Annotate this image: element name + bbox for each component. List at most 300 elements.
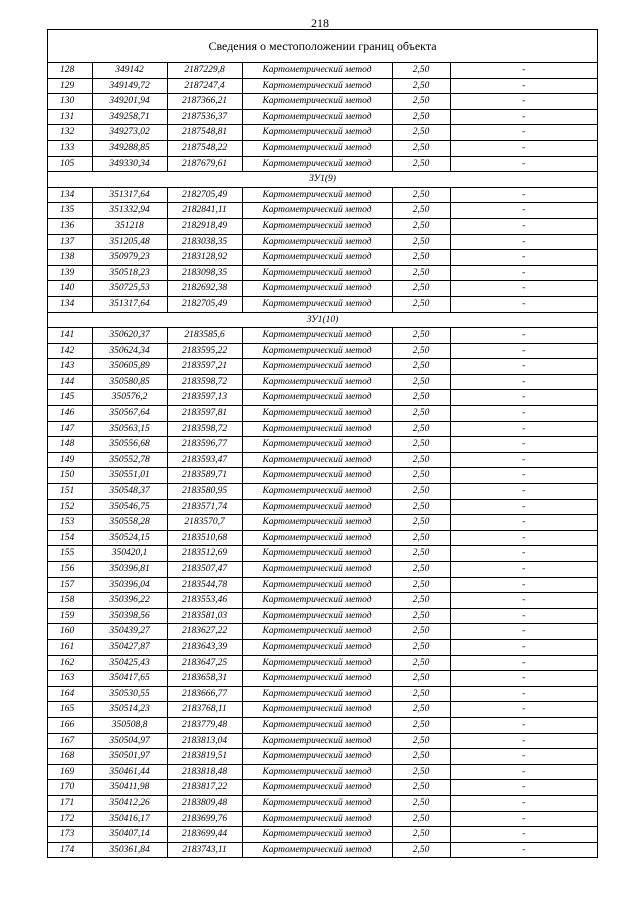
point-number-cell: 142 [48, 343, 92, 359]
table-row [48, 608, 597, 624]
note-cell: - [450, 702, 597, 718]
y-coordinate-cell: 2183598,72 [167, 421, 242, 437]
x-coordinate-cell: 350461,44 [92, 764, 167, 780]
section-row [48, 312, 597, 328]
y-coordinate-cell: 2183809,48 [167, 795, 242, 811]
point-number-cell: 135 [48, 203, 92, 219]
note-cell: - [450, 250, 597, 266]
x-coordinate-cell: 350416,17 [92, 811, 167, 827]
note-cell: - [450, 140, 597, 156]
table-row [48, 281, 597, 297]
accuracy-cell: 2,50 [392, 499, 450, 515]
y-coordinate-cell: 2182692,38 [167, 281, 242, 297]
table-row [48, 296, 597, 312]
table-row [48, 94, 597, 110]
point-number-cell: 161 [48, 639, 92, 655]
method-cell: Картометрический метод [242, 359, 392, 375]
x-coordinate-cell: 350396,04 [92, 577, 167, 593]
y-coordinate-cell: 2183595,22 [167, 343, 242, 359]
table-row [48, 421, 597, 437]
method-cell: Картометрический метод [242, 125, 392, 141]
method-cell: Картометрический метод [242, 515, 392, 531]
x-coordinate-cell: 350501,97 [92, 749, 167, 765]
accuracy-cell: 2,50 [392, 63, 450, 78]
method-cell: Картометрический метод [242, 218, 392, 234]
note-cell: - [450, 374, 597, 390]
x-coordinate-cell: 350546,75 [92, 499, 167, 515]
x-coordinate-cell: 350725,53 [92, 281, 167, 297]
method-cell: Картометрический метод [242, 499, 392, 515]
accuracy-cell: 2,50 [392, 795, 450, 811]
x-coordinate-cell: 350396,22 [92, 593, 167, 609]
accuracy-cell: 2,50 [392, 827, 450, 843]
note-cell: - [450, 359, 597, 375]
x-coordinate-cell: 350580,85 [92, 374, 167, 390]
y-coordinate-cell: 2187229,8 [167, 63, 242, 78]
table-row [48, 78, 597, 94]
method-cell: Картометрический метод [242, 593, 392, 609]
method-cell: Картометрический метод [242, 484, 392, 500]
point-number-cell: 163 [48, 671, 92, 687]
note-cell: - [450, 203, 597, 219]
y-coordinate-cell: 2183819,51 [167, 749, 242, 765]
table-row [48, 811, 597, 827]
table-row [48, 468, 597, 484]
y-coordinate-cell: 2183581,03 [167, 608, 242, 624]
point-number-cell: 157 [48, 577, 92, 593]
x-coordinate-cell: 350361,84 [92, 842, 167, 857]
method-cell: Картометрический метод [242, 234, 392, 250]
table-row [48, 125, 597, 141]
accuracy-cell: 2,50 [392, 562, 450, 578]
x-coordinate-cell: 350417,65 [92, 671, 167, 687]
y-coordinate-cell: 2182705,49 [167, 296, 242, 312]
y-coordinate-cell: 2183580,95 [167, 484, 242, 500]
table-row [48, 515, 597, 531]
point-number-cell: 160 [48, 624, 92, 640]
point-number-cell: 172 [48, 811, 92, 827]
table-row [48, 437, 597, 453]
method-cell: Картометрический метод [242, 608, 392, 624]
accuracy-cell: 2,50 [392, 733, 450, 749]
accuracy-cell: 2,50 [392, 265, 450, 281]
table-row [48, 842, 597, 857]
accuracy-cell: 2,50 [392, 156, 450, 172]
x-coordinate-cell: 349149,72 [92, 78, 167, 94]
y-coordinate-cell: 2183507,47 [167, 562, 242, 578]
x-coordinate-cell: 350620,37 [92, 328, 167, 344]
accuracy-cell: 2,50 [392, 811, 450, 827]
accuracy-cell: 2,50 [392, 187, 450, 203]
note-cell: - [450, 406, 597, 422]
method-cell: Картометрический метод [242, 842, 392, 857]
note-cell: - [450, 639, 597, 655]
table-row [48, 671, 597, 687]
accuracy-cell: 2,50 [392, 234, 450, 250]
table-row [48, 546, 597, 562]
note-cell: - [450, 63, 597, 78]
method-cell: Картометрический метод [242, 281, 392, 297]
y-coordinate-cell: 2183589,71 [167, 468, 242, 484]
table-row [48, 702, 597, 718]
method-cell: Картометрический метод [242, 639, 392, 655]
accuracy-cell: 2,50 [392, 515, 450, 531]
section-label: ЗУ1(9) [48, 172, 597, 188]
method-cell: Картометрический метод [242, 562, 392, 578]
method-cell: Картометрический метод [242, 671, 392, 687]
y-coordinate-cell: 2183597,81 [167, 406, 242, 422]
y-coordinate-cell: 2183643,39 [167, 639, 242, 655]
accuracy-cell: 2,50 [392, 390, 450, 406]
point-number-cell: 156 [48, 562, 92, 578]
method-cell: Картометрический метод [242, 655, 392, 671]
y-coordinate-cell: 2187247,4 [167, 78, 242, 94]
accuracy-cell: 2,50 [392, 717, 450, 733]
note-cell: - [450, 764, 597, 780]
note-cell: - [450, 577, 597, 593]
method-cell: Картометрический метод [242, 406, 392, 422]
y-coordinate-cell: 2183597,21 [167, 359, 242, 375]
method-cell: Картометрический метод [242, 156, 392, 172]
y-coordinate-cell: 2183571,74 [167, 499, 242, 515]
method-cell: Картометрический метод [242, 577, 392, 593]
y-coordinate-cell: 2183553,46 [167, 593, 242, 609]
accuracy-cell: 2,50 [392, 218, 450, 234]
point-number-cell: 150 [48, 468, 92, 484]
y-coordinate-cell: 2183038,35 [167, 234, 242, 250]
note-cell: - [450, 452, 597, 468]
note-cell: - [450, 655, 597, 671]
method-cell: Картометрический метод [242, 109, 392, 125]
y-coordinate-cell: 2187366,21 [167, 94, 242, 110]
point-number-cell: 145 [48, 390, 92, 406]
x-coordinate-cell: 350514,23 [92, 702, 167, 718]
x-coordinate-cell: 349258,71 [92, 109, 167, 125]
method-cell: Картометрический метод [242, 749, 392, 765]
y-coordinate-cell: 2183585,6 [167, 328, 242, 344]
y-coordinate-cell: 2183627,22 [167, 624, 242, 640]
x-coordinate-cell: 351317,64 [92, 187, 167, 203]
point-number-cell: 174 [48, 842, 92, 857]
note-cell: - [450, 546, 597, 562]
y-coordinate-cell: 2183598,72 [167, 374, 242, 390]
y-coordinate-cell: 2183596,77 [167, 437, 242, 453]
table-row [48, 234, 597, 250]
table-row [48, 250, 597, 266]
point-number-cell: 162 [48, 655, 92, 671]
table-row [48, 109, 597, 125]
x-coordinate-cell: 349142 [92, 63, 167, 78]
table-row [48, 562, 597, 578]
accuracy-cell: 2,50 [392, 624, 450, 640]
accuracy-cell: 2,50 [392, 374, 450, 390]
x-coordinate-cell: 350518,23 [92, 265, 167, 281]
boundary-table-sheet [47, 29, 598, 858]
table-row [48, 593, 597, 609]
accuracy-cell: 2,50 [392, 842, 450, 857]
note-cell: - [450, 296, 597, 312]
x-coordinate-cell: 349330,34 [92, 156, 167, 172]
y-coordinate-cell: 2182841,11 [167, 203, 242, 219]
accuracy-cell: 2,50 [392, 764, 450, 780]
note-cell: - [450, 624, 597, 640]
table-title: Сведения о местоположении границ объекта [48, 30, 597, 63]
point-number-cell: 171 [48, 795, 92, 811]
y-coordinate-cell: 2183666,77 [167, 686, 242, 702]
method-cell: Картометрический метод [242, 203, 392, 219]
coordinates-table-body [48, 63, 597, 857]
note-cell: - [450, 671, 597, 687]
point-number-cell: 167 [48, 733, 92, 749]
note-cell: - [450, 281, 597, 297]
note-cell: - [450, 468, 597, 484]
x-coordinate-cell: 349273,02 [92, 125, 167, 141]
y-coordinate-cell: 2183699,44 [167, 827, 242, 843]
point-number-cell: 169 [48, 764, 92, 780]
point-number-cell: 133 [48, 140, 92, 156]
x-coordinate-cell: 350407,14 [92, 827, 167, 843]
table-row [48, 499, 597, 515]
accuracy-cell: 2,50 [392, 94, 450, 110]
accuracy-cell: 2,50 [392, 655, 450, 671]
x-coordinate-cell: 350556,68 [92, 437, 167, 453]
x-coordinate-cell: 351205,48 [92, 234, 167, 250]
accuracy-cell: 2,50 [392, 546, 450, 562]
point-number-cell: 143 [48, 359, 92, 375]
table-row [48, 484, 597, 500]
accuracy-cell: 2,50 [392, 406, 450, 422]
x-coordinate-cell: 350552,78 [92, 452, 167, 468]
point-number-cell: 139 [48, 265, 92, 281]
point-number-cell: 165 [48, 702, 92, 718]
point-number-cell: 154 [48, 530, 92, 546]
y-coordinate-cell: 2183597,13 [167, 390, 242, 406]
section-label: ЗУ1(10) [48, 312, 597, 328]
table-row [48, 187, 597, 203]
method-cell: Картометрический метод [242, 811, 392, 827]
point-number-cell: 164 [48, 686, 92, 702]
note-cell: - [450, 608, 597, 624]
note-cell: - [450, 530, 597, 546]
method-cell: Картометрический метод [242, 624, 392, 640]
point-number-cell: 168 [48, 749, 92, 765]
point-number-cell: 141 [48, 328, 92, 344]
accuracy-cell: 2,50 [392, 296, 450, 312]
accuracy-cell: 2,50 [392, 577, 450, 593]
point-number-cell: 132 [48, 125, 92, 141]
y-coordinate-cell: 2183647,25 [167, 655, 242, 671]
page-number: 218 [311, 16, 329, 30]
note-cell: - [450, 94, 597, 110]
note-cell: - [450, 343, 597, 359]
accuracy-cell: 2,50 [392, 702, 450, 718]
note-cell: - [450, 562, 597, 578]
y-coordinate-cell: 2183510,68 [167, 530, 242, 546]
accuracy-cell: 2,50 [392, 484, 450, 500]
point-number-cell: 148 [48, 437, 92, 453]
x-coordinate-cell: 351218 [92, 218, 167, 234]
y-coordinate-cell: 2183743,11 [167, 842, 242, 857]
method-cell: Картометрический метод [242, 733, 392, 749]
method-cell: Картометрический метод [242, 94, 392, 110]
y-coordinate-cell: 2183570,7 [167, 515, 242, 531]
x-coordinate-cell: 350504,97 [92, 733, 167, 749]
point-number-cell: 131 [48, 109, 92, 125]
note-cell: - [450, 78, 597, 94]
accuracy-cell: 2,50 [392, 468, 450, 484]
note-cell: - [450, 328, 597, 344]
method-cell: Картометрический метод [242, 187, 392, 203]
accuracy-cell: 2,50 [392, 421, 450, 437]
table-row [48, 218, 597, 234]
table-row [48, 764, 597, 780]
table-row [48, 328, 597, 344]
table-row [48, 156, 597, 172]
table-row [48, 577, 597, 593]
y-coordinate-cell: 2187548,81 [167, 125, 242, 141]
point-number-cell: 166 [48, 717, 92, 733]
point-number-cell: 151 [48, 484, 92, 500]
note-cell: - [450, 265, 597, 281]
table-row [48, 390, 597, 406]
table-row [48, 795, 597, 811]
y-coordinate-cell: 2183128,92 [167, 250, 242, 266]
table-row [48, 203, 597, 219]
point-number-cell: 158 [48, 593, 92, 609]
x-coordinate-cell: 350420,1 [92, 546, 167, 562]
x-coordinate-cell: 351317,64 [92, 296, 167, 312]
section-row [48, 172, 597, 188]
point-number-cell: 170 [48, 780, 92, 796]
y-coordinate-cell: 2183818,48 [167, 764, 242, 780]
accuracy-cell: 2,50 [392, 78, 450, 94]
table-row [48, 343, 597, 359]
method-cell: Картометрический метод [242, 780, 392, 796]
note-cell: - [450, 390, 597, 406]
table-row [48, 530, 597, 546]
x-coordinate-cell: 350425,43 [92, 655, 167, 671]
y-coordinate-cell: 2183593,47 [167, 452, 242, 468]
accuracy-cell: 2,50 [392, 593, 450, 609]
method-cell: Картометрический метод [242, 421, 392, 437]
table-row [48, 733, 597, 749]
table-row [48, 827, 597, 843]
table-row [48, 639, 597, 655]
point-number-cell: 137 [48, 234, 92, 250]
x-coordinate-cell: 351332,94 [92, 203, 167, 219]
point-number-cell: 144 [48, 374, 92, 390]
table-row [48, 452, 597, 468]
accuracy-cell: 2,50 [392, 203, 450, 219]
x-coordinate-cell: 350396,81 [92, 562, 167, 578]
method-cell: Картометрический метод [242, 764, 392, 780]
y-coordinate-cell: 2183817,22 [167, 780, 242, 796]
method-cell: Картометрический метод [242, 546, 392, 562]
accuracy-cell: 2,50 [392, 359, 450, 375]
method-cell: Картометрический метод [242, 530, 392, 546]
point-number-cell: 138 [48, 250, 92, 266]
note-cell: - [450, 437, 597, 453]
x-coordinate-cell: 350551,01 [92, 468, 167, 484]
accuracy-cell: 2,50 [392, 530, 450, 546]
table-row [48, 374, 597, 390]
table-row [48, 406, 597, 422]
x-coordinate-cell: 350411,98 [92, 780, 167, 796]
y-coordinate-cell: 2187679,61 [167, 156, 242, 172]
accuracy-cell: 2,50 [392, 281, 450, 297]
y-coordinate-cell: 2183098,35 [167, 265, 242, 281]
x-coordinate-cell: 349288,85 [92, 140, 167, 156]
x-coordinate-cell: 350530,55 [92, 686, 167, 702]
accuracy-cell: 2,50 [392, 452, 450, 468]
note-cell: - [450, 109, 597, 125]
accuracy-cell: 2,50 [392, 250, 450, 266]
accuracy-cell: 2,50 [392, 328, 450, 344]
note-cell: - [450, 827, 597, 843]
y-coordinate-cell: 2183544,78 [167, 577, 242, 593]
x-coordinate-cell: 350439,27 [92, 624, 167, 640]
x-coordinate-cell: 350979,23 [92, 250, 167, 266]
method-cell: Картометрический метод [242, 328, 392, 344]
note-cell: - [450, 811, 597, 827]
point-number-cell: 128 [48, 63, 92, 78]
accuracy-cell: 2,50 [392, 686, 450, 702]
accuracy-cell: 2,50 [392, 639, 450, 655]
method-cell: Картометрический метод [242, 795, 392, 811]
table-row [48, 686, 597, 702]
y-coordinate-cell: 2187548,22 [167, 140, 242, 156]
point-number-cell: 105 [48, 156, 92, 172]
point-number-cell: 134 [48, 296, 92, 312]
table-row [48, 624, 597, 640]
accuracy-cell: 2,50 [392, 608, 450, 624]
point-number-cell: 147 [48, 421, 92, 437]
y-coordinate-cell: 2187536,37 [167, 109, 242, 125]
x-coordinate-cell: 350412,26 [92, 795, 167, 811]
note-cell: - [450, 686, 597, 702]
method-cell: Картометрический метод [242, 374, 392, 390]
y-coordinate-cell: 2183699,76 [167, 811, 242, 827]
note-cell: - [450, 717, 597, 733]
y-coordinate-cell: 2182918,49 [167, 218, 242, 234]
note-cell: - [450, 749, 597, 765]
y-coordinate-cell: 2182705,49 [167, 187, 242, 203]
method-cell: Картометрический метод [242, 702, 392, 718]
point-number-cell: 146 [48, 406, 92, 422]
point-number-cell: 129 [48, 78, 92, 94]
method-cell: Картометрический метод [242, 827, 392, 843]
note-cell: - [450, 515, 597, 531]
accuracy-cell: 2,50 [392, 109, 450, 125]
accuracy-cell: 2,50 [392, 125, 450, 141]
point-number-cell: 140 [48, 281, 92, 297]
note-cell: - [450, 733, 597, 749]
note-cell: - [450, 499, 597, 515]
table-row [48, 655, 597, 671]
y-coordinate-cell: 2183512,69 [167, 546, 242, 562]
note-cell: - [450, 842, 597, 857]
y-coordinate-cell: 2183658,31 [167, 671, 242, 687]
note-cell: - [450, 795, 597, 811]
note-cell: - [450, 156, 597, 172]
method-cell: Картометрический метод [242, 686, 392, 702]
accuracy-cell: 2,50 [392, 749, 450, 765]
accuracy-cell: 2,50 [392, 140, 450, 156]
point-number-cell: 155 [48, 546, 92, 562]
x-coordinate-cell: 350563,15 [92, 421, 167, 437]
method-cell: Картометрический метод [242, 250, 392, 266]
point-number-cell: 136 [48, 218, 92, 234]
